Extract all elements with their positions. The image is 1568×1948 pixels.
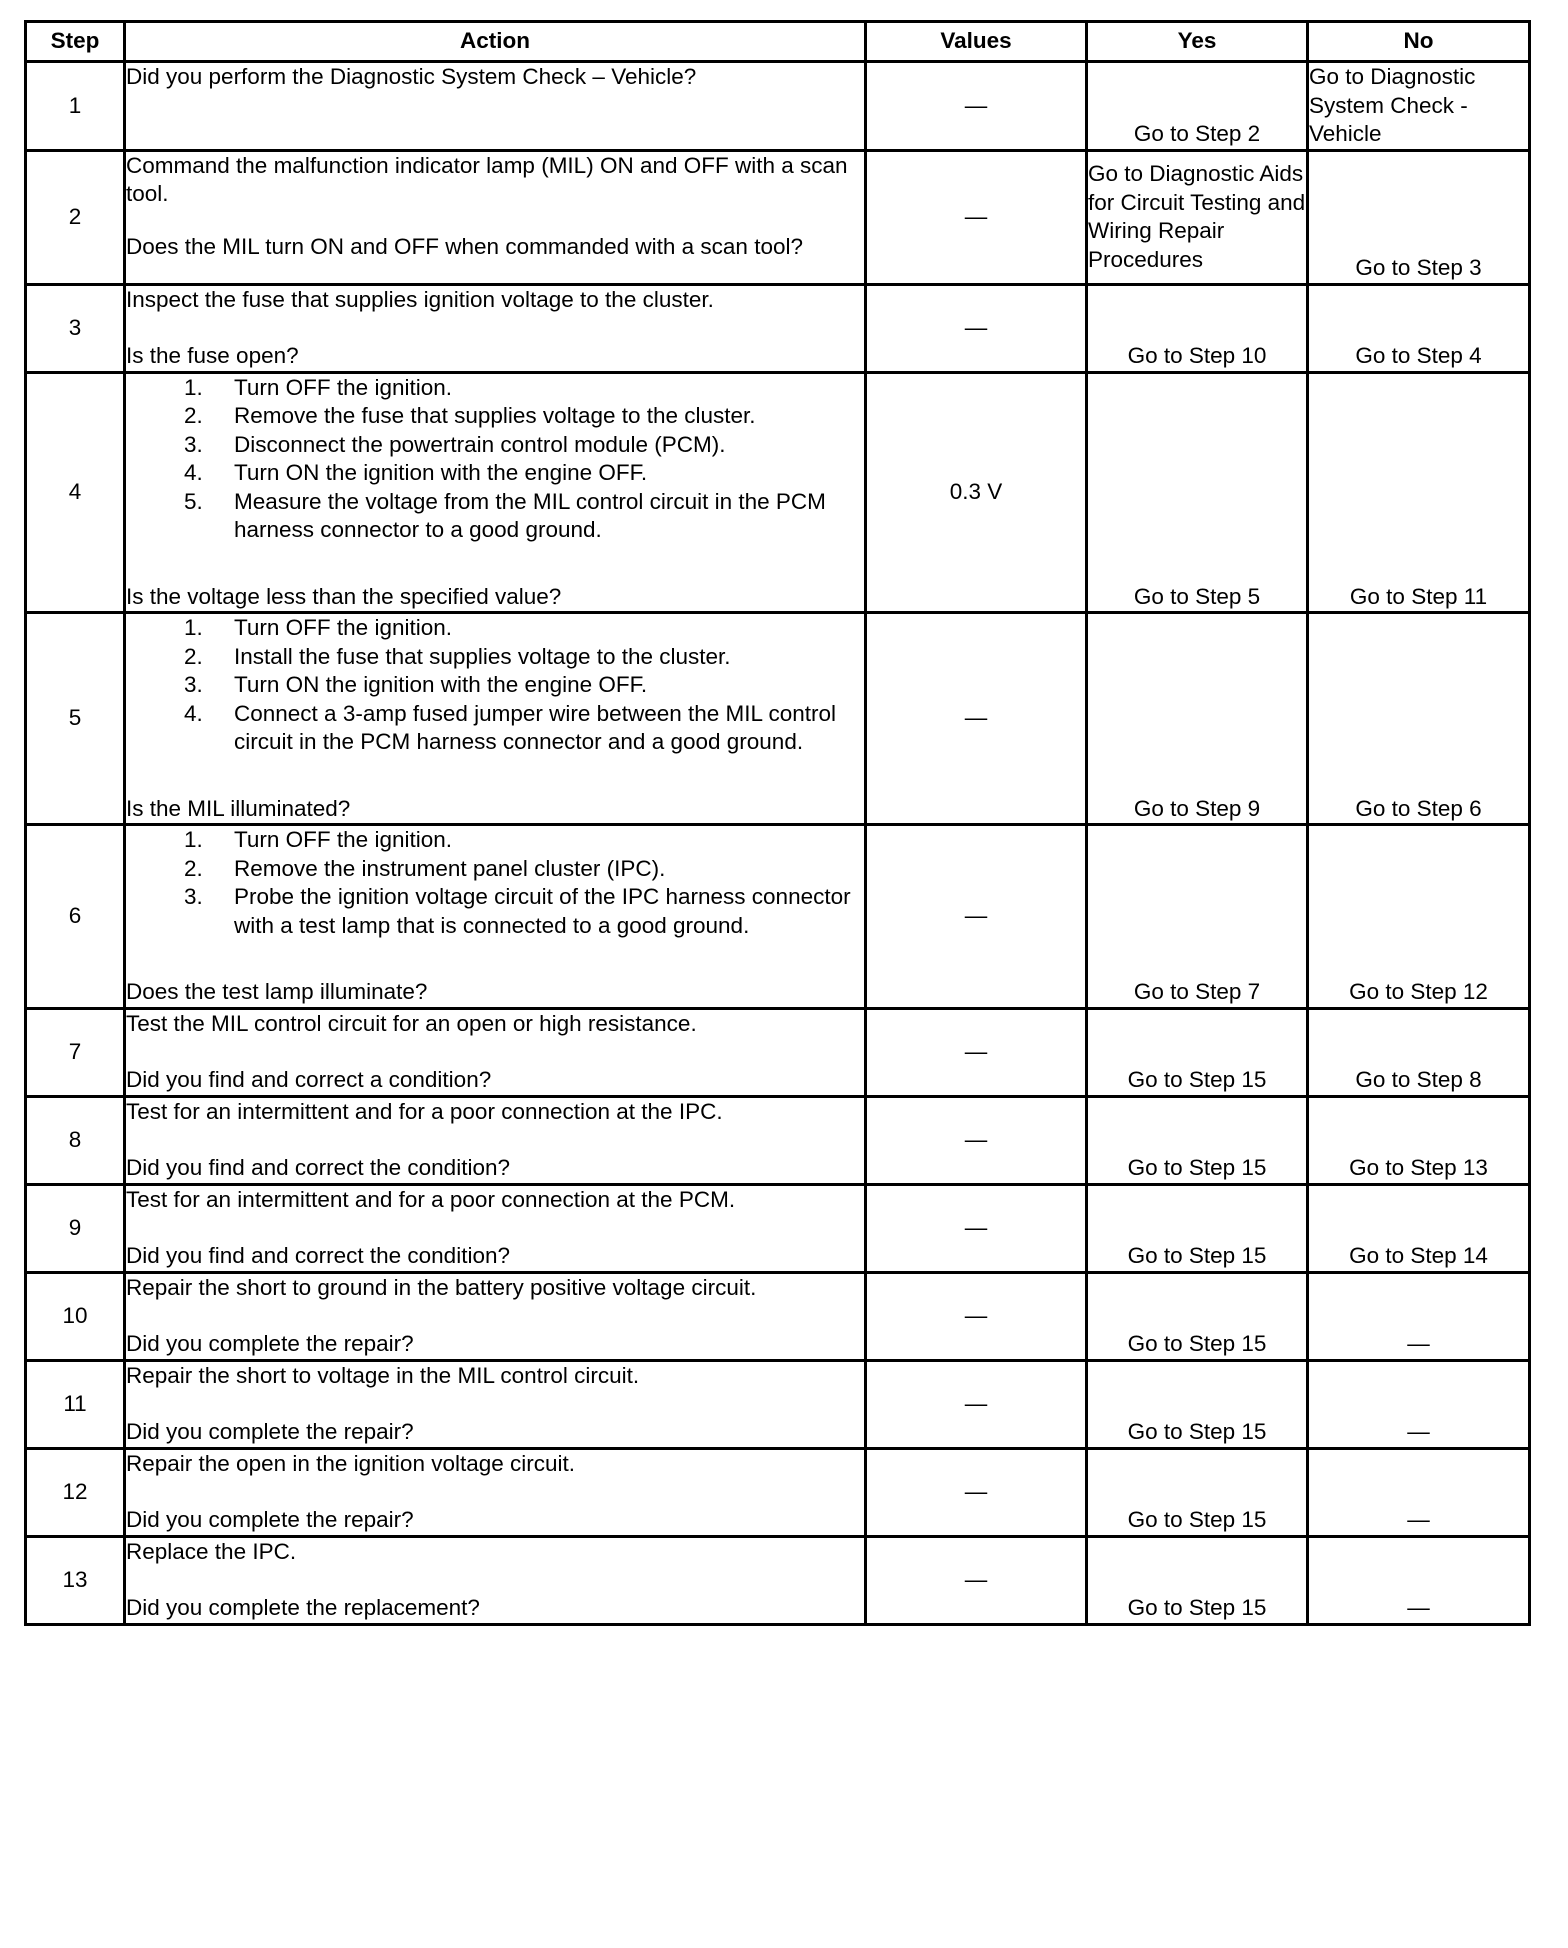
step-number: 3 xyxy=(26,284,125,372)
action-text: Command the malfunction indicator lamp (MIL) ON and OFF with a scan tool. xyxy=(126,152,848,206)
action-question: Does the MIL turn ON and OFF when commanded with a scan tool? xyxy=(126,233,803,259)
action-question: Did you complete the repair? xyxy=(126,1331,414,1356)
action-text: Repair the short to ground in the battery positive voltage circuit. xyxy=(126,1274,757,1300)
header-row xyxy=(26,22,1530,62)
value-cell: — xyxy=(866,62,1087,151)
action-cell xyxy=(125,1272,866,1360)
no-cell: Go to Step 6 xyxy=(1308,613,1530,825)
no-cell: — xyxy=(1308,1448,1530,1536)
value-cell: — xyxy=(866,150,1087,284)
step-number: 11 xyxy=(26,1360,125,1448)
action-cell xyxy=(125,62,866,151)
step-number: 5 xyxy=(26,613,125,825)
table-row xyxy=(26,1184,1530,1272)
action-cell xyxy=(125,1008,866,1096)
action-question: Does the test lamp illuminate? xyxy=(126,979,428,1004)
table-row xyxy=(26,825,1530,1009)
action-cell xyxy=(125,1448,866,1536)
yes-cell: Go to Step 5 xyxy=(1087,372,1308,613)
table-row xyxy=(26,284,1530,372)
action-text: Test for an intermittent and for a poor connection at the PCM. xyxy=(126,1186,736,1212)
value-cell: — xyxy=(866,1184,1087,1272)
step-number: 13 xyxy=(26,1536,125,1624)
action-text: Test the MIL control circuit for an open or high resistance. xyxy=(126,1010,697,1036)
no-cell: — xyxy=(1308,1536,1530,1624)
yes-cell: Go to Step 15 xyxy=(1087,1008,1308,1096)
action-text: Did you perform the Diagnostic System Check – Vehicle? xyxy=(126,64,697,89)
action-question: Did you complete the replacement? xyxy=(126,1595,480,1620)
yes-cell: Go to Step 2 xyxy=(1087,62,1308,151)
action-text: Test for an intermittent and for a poor connection at the IPC. xyxy=(126,1098,723,1124)
action-question: Is the MIL illuminated? xyxy=(126,795,351,821)
action-text: Replace the IPC. xyxy=(126,1538,297,1564)
list-item: 4. Turn ON the ignition with the engine OFF. xyxy=(184,460,648,485)
yes-cell: Go to Step 15 xyxy=(1087,1360,1308,1448)
header-action: Action xyxy=(125,22,866,62)
yes-cell: Go to Step 10 xyxy=(1087,284,1308,372)
action-question: Is the voltage less than the specified value? xyxy=(126,583,562,609)
step-number: 1 xyxy=(26,62,125,151)
list-item: 1. Turn OFF the ignition. xyxy=(184,374,453,400)
list-item: 2. Remove the fuse that supplies voltage to the cluster. xyxy=(184,403,756,428)
list-item: 3. Turn ON the ignition with the engine OFF. xyxy=(184,672,648,697)
action-text: Inspect the fuse that supplies ignition voltage to the cluster. xyxy=(126,286,714,312)
value-cell: — xyxy=(866,1272,1087,1360)
list-item: 2. Remove the instrument panel cluster (IPC). xyxy=(184,855,666,881)
value-cell: — xyxy=(866,284,1087,372)
diagnostic-table xyxy=(24,20,1531,1626)
yes-cell: Go to Step 7 xyxy=(1087,825,1308,1009)
action-question: Did you find and correct a condition? xyxy=(126,1067,492,1092)
value-cell: — xyxy=(866,1448,1087,1536)
header-values: Values xyxy=(866,22,1087,62)
no-cell: Go to Step 12 xyxy=(1308,825,1530,1009)
list-item: 2. Install the fuse that supplies voltage to the cluster. xyxy=(184,643,731,669)
action-cell xyxy=(125,1184,866,1272)
list-item: 3. Disconnect the powertrain control module (PCM). xyxy=(184,431,726,457)
yes-cell: Go to Step 9 xyxy=(1087,613,1308,825)
action-text: Repair the open in the ignition voltage circuit. xyxy=(126,1450,576,1476)
yes-cell: Go to Step 15 xyxy=(1087,1096,1308,1184)
value-cell: — xyxy=(866,613,1087,825)
action-cell xyxy=(125,150,866,284)
list-item: 3. Probe the ignition voltage circuit of the IPC harness connector with a test lamp that is connected to a good ground. xyxy=(184,884,851,938)
yes-cell: Go to Step 15 xyxy=(1087,1448,1308,1536)
no-cell: Go to Step 14 xyxy=(1308,1184,1530,1272)
table-row xyxy=(26,1008,1530,1096)
no-cell: Go to Step 8 xyxy=(1308,1008,1530,1096)
header-yes: Yes xyxy=(1087,22,1308,62)
value-cell: — xyxy=(866,1536,1087,1624)
action-cell xyxy=(125,372,866,613)
table-row xyxy=(26,1360,1530,1448)
table-row xyxy=(26,1272,1530,1360)
yes-cell: Go to Diagnostic Aids for Circuit Testing and Wiring Repair Procedures xyxy=(1087,150,1308,284)
step-number: 6 xyxy=(26,825,125,1009)
action-cell xyxy=(125,1536,866,1624)
action-question: Did you complete the repair? xyxy=(126,1419,414,1444)
value-cell: — xyxy=(866,1008,1087,1096)
table-row xyxy=(26,62,1530,151)
table-row xyxy=(26,1536,1530,1624)
step-number: 8 xyxy=(26,1096,125,1184)
value-cell: — xyxy=(866,825,1087,1009)
step-number: 9 xyxy=(26,1184,125,1272)
header-no: No xyxy=(1308,22,1530,62)
header-step: Step xyxy=(26,22,125,62)
value-cell: — xyxy=(866,1096,1087,1184)
no-cell: Go to Step 4 xyxy=(1308,284,1530,372)
step-number: 7 xyxy=(26,1008,125,1096)
table-row xyxy=(26,613,1530,825)
no-cell: Go to Step 13 xyxy=(1308,1096,1530,1184)
procedure-list xyxy=(126,826,864,940)
action-cell xyxy=(125,284,866,372)
yes-cell: Go to Step 15 xyxy=(1087,1536,1308,1624)
procedure-list xyxy=(126,374,864,545)
action-question: Did you complete the repair? xyxy=(126,1507,414,1532)
action-cell xyxy=(125,613,866,825)
action-cell xyxy=(125,825,866,1009)
action-cell xyxy=(125,1360,866,1448)
step-number: 4 xyxy=(26,372,125,613)
list-item: 4. Connect a 3-amp fused jumper wire between the MIL control circuit in the PCM harness connector and a good ground. xyxy=(184,700,836,754)
action-text: Repair the short to voltage in the MIL control circuit. xyxy=(126,1362,640,1388)
list-item: 5. Measure the voltage from the MIL control circuit in the PCM harness connector to a good ground. xyxy=(184,488,826,542)
no-cell: — xyxy=(1308,1272,1530,1360)
table-row xyxy=(26,372,1530,613)
yes-cell: Go to Step 15 xyxy=(1087,1272,1308,1360)
list-item: 1. Turn OFF the ignition. xyxy=(184,827,453,852)
procedure-list xyxy=(126,614,864,757)
action-cell xyxy=(125,1096,866,1184)
no-cell: Go to Step 11 xyxy=(1308,372,1530,613)
no-cell: Go to Diagnostic System Check - Vehicle xyxy=(1308,62,1530,151)
action-question: Is the fuse open? xyxy=(126,343,299,368)
value-cell: — xyxy=(866,1360,1087,1448)
table-row xyxy=(26,1096,1530,1184)
no-cell: — xyxy=(1308,1360,1530,1448)
list-item: 1. Turn OFF the ignition. xyxy=(184,615,453,640)
step-number: 12 xyxy=(26,1448,125,1536)
value-cell: 0.3 V xyxy=(866,372,1087,613)
action-question: Did you find and correct the condition? xyxy=(126,1243,510,1268)
yes-cell: Go to Step 15 xyxy=(1087,1184,1308,1272)
step-number: 2 xyxy=(26,150,125,284)
step-number: 10 xyxy=(26,1272,125,1360)
action-question: Did you find and correct the condition? xyxy=(126,1155,510,1180)
no-cell: Go to Step 3 xyxy=(1308,150,1530,284)
table-row xyxy=(26,1448,1530,1536)
table-row xyxy=(26,150,1530,284)
